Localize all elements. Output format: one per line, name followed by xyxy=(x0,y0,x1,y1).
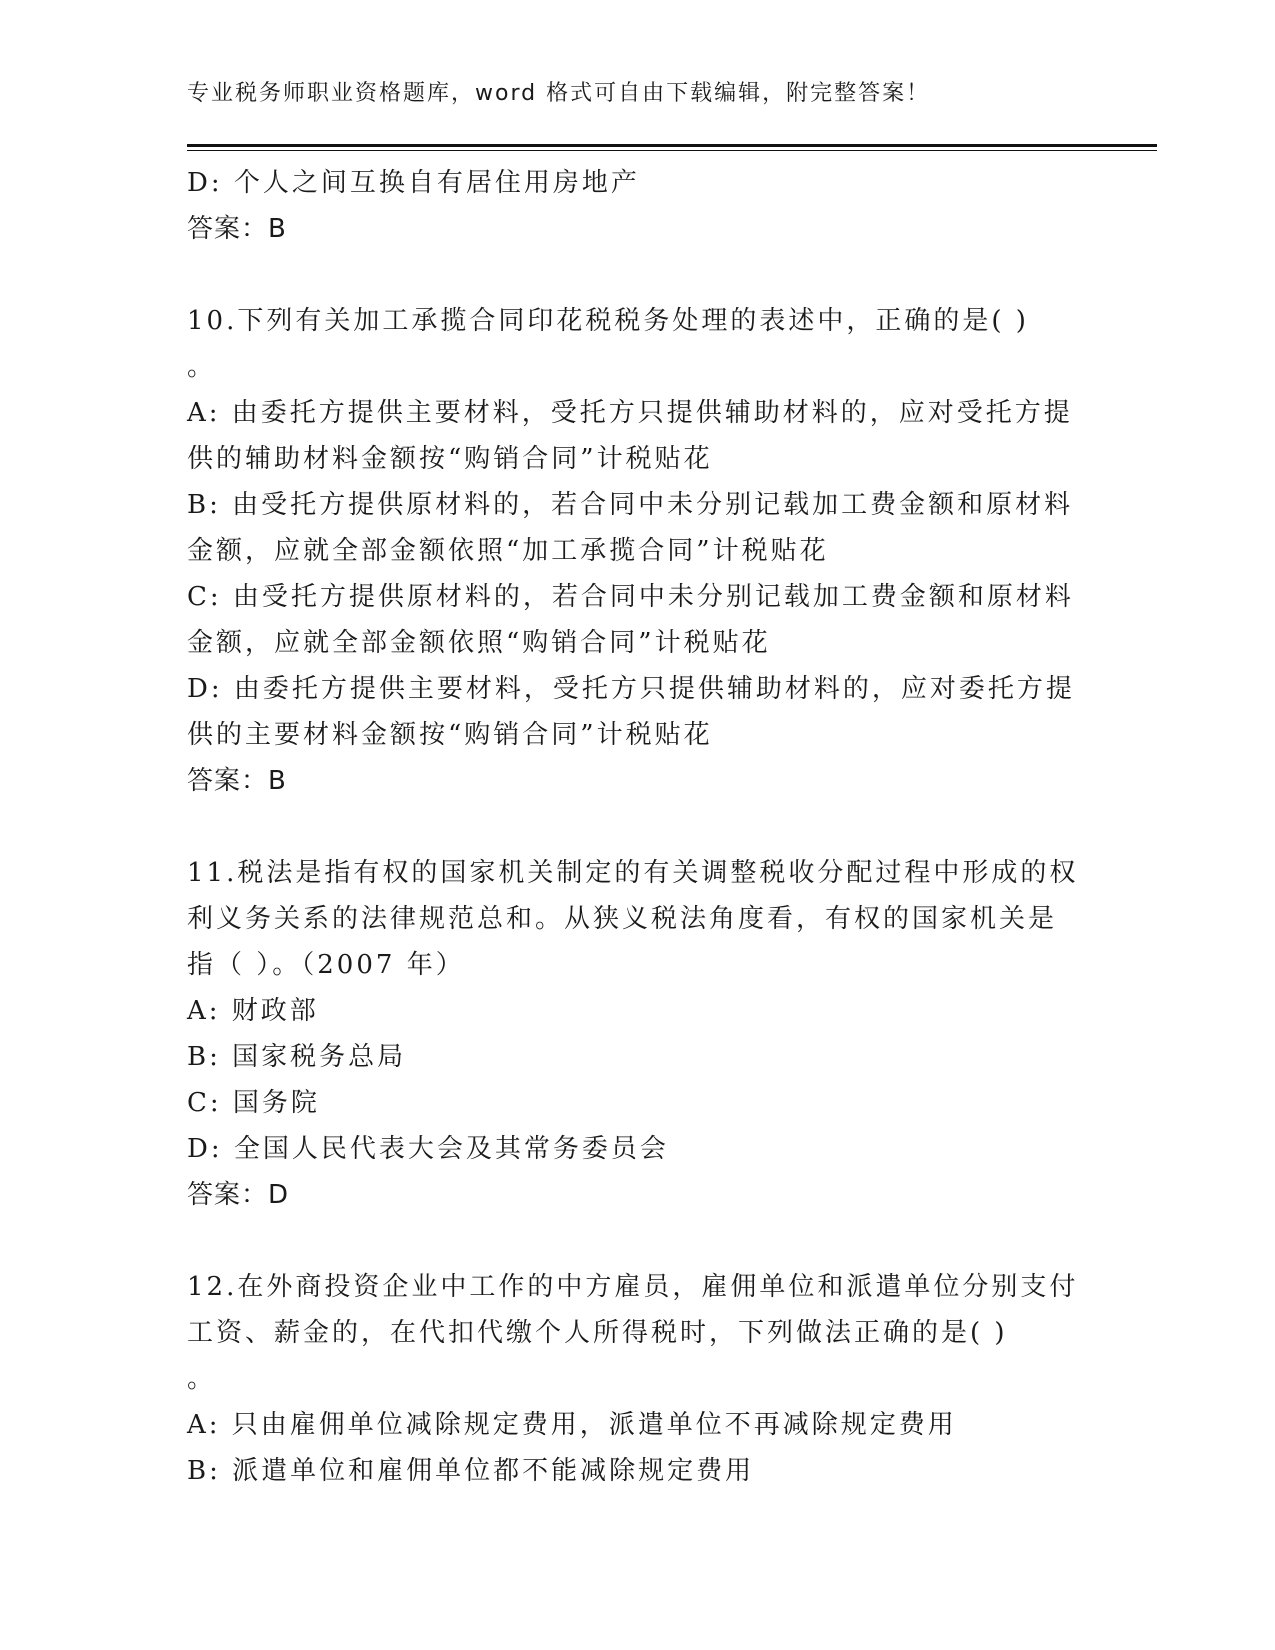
q11-stem-line1: 11.税法是指有权的国家机关制定的有关调整税收分配过程中形成的权 xyxy=(187,858,1079,888)
header-rule-thick xyxy=(187,144,1157,147)
q11-option-c: C: 国务院 xyxy=(187,1088,320,1118)
q12-stem-line3: 。 xyxy=(187,1364,217,1394)
q10-option-d-line1: D: 由委托方提供主要材料，受托方只提供辅助材料的，应对委托方提 xyxy=(187,674,1075,704)
q11-option-d: D: 全国人民代表大会及其常务委员会 xyxy=(187,1134,669,1164)
question-content xyxy=(187,160,1087,1494)
q11-stem-line2: 利义务关系的法律规范总和。从狭义税法角度看，有权的国家机关是 xyxy=(187,904,1058,934)
q12-stem-line1: 12.在外商投资企业中工作的中方雇员，雇佣单位和派遣单位分别支付 xyxy=(187,1272,1079,1302)
q10-option-a-line1: A: 由委托方提供主要材料，受托方只提供辅助材料的，应对受托方提 xyxy=(187,398,1073,428)
q11-option-b: B: 国家税务总局 xyxy=(187,1042,407,1072)
option-d-continued: D: 个人之间互换自有居住用房地产 xyxy=(187,168,640,198)
answer-q9: 答案：B xyxy=(187,214,287,244)
q12-stem-line2: 工资、薪金的，在代扣代缴个人所得税时，下列做法正确的是( ) xyxy=(187,1318,1008,1348)
q11-option-a: A: 财政部 xyxy=(187,996,319,1026)
page-header: 专业税务师职业资格题库，word 格式可自由下载编辑，附完整答案！ xyxy=(187,81,931,106)
q11-stem-line3: 指（ ）。（2007 年） xyxy=(187,950,465,980)
q10-stem-line1: 10.下列有关加工承揽合同印花税税务处理的表述中，正确的是( ) xyxy=(187,306,1029,336)
spacer xyxy=(187,252,1087,298)
spacer xyxy=(187,1218,1087,1264)
q12-option-a: A: 只由雇佣单位减除规定费用，派遣单位不再减除规定费用 xyxy=(187,1410,957,1440)
q10-option-d-line2: 供的主要材料金额按“购销合同”计税贴花 xyxy=(187,720,713,750)
q10-option-b-line1: B: 由受托方提供原材料的，若合同中未分别记载加工费金额和原材料 xyxy=(187,490,1074,520)
q10-option-a-line2: 供的辅助材料金额按“购销合同”计税贴花 xyxy=(187,444,713,474)
answer-q11: 答案：D xyxy=(187,1180,290,1210)
q10-option-c-line2: 金额，应就全部金额依照“购销合同”计税贴花 xyxy=(187,628,771,658)
spacer xyxy=(187,804,1087,850)
answer-q10: 答案：B xyxy=(187,766,287,796)
q12-option-b: B: 派遣单位和雇佣单位都不能减除规定费用 xyxy=(187,1456,755,1486)
header-rule-thin xyxy=(187,150,1157,151)
q10-option-c-line1: C: 由受托方提供原材料的，若合同中未分别记载加工费金额和原材料 xyxy=(187,582,1074,612)
q10-stem-line2: 。 xyxy=(187,352,217,382)
q10-option-b-line2: 金额，应就全部金额依照“加工承揽合同”计税贴花 xyxy=(187,536,829,566)
